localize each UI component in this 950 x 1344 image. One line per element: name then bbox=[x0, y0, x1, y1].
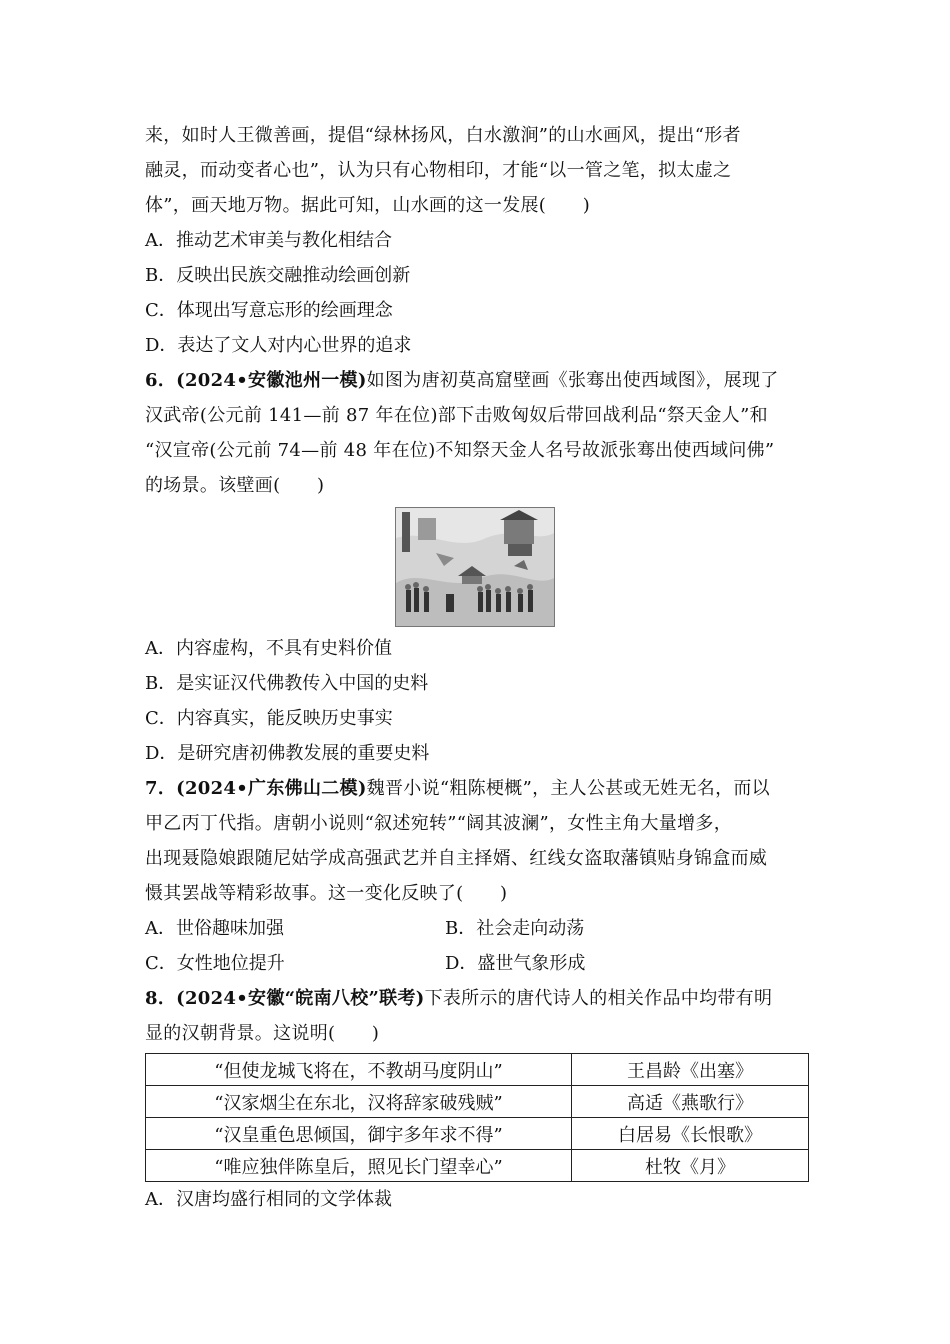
question-stem: 下表所示的唐代诗人的相关作品中均带有明 bbox=[424, 988, 773, 1009]
table-row bbox=[146, 1054, 809, 1086]
option-a: A．推动艺术审美与教化相结合 bbox=[145, 230, 392, 251]
option-d: D．盛世气象形成 bbox=[445, 953, 586, 974]
option-a: A．汉唐均盛行相同的文学体裁 bbox=[145, 1189, 392, 1210]
question-text-line: “汉宣帝(公元前 74—前 48 年在位)不知祭天金人名号故派张骞出使西域问佛” bbox=[145, 440, 775, 461]
poem-source-cell: 王昌龄《出塞》 bbox=[572, 1054, 809, 1086]
table-row bbox=[146, 1118, 809, 1150]
question-text-line: 显的汉朝背景。这说明( ) bbox=[145, 1023, 380, 1044]
table-row bbox=[146, 1086, 809, 1118]
mural-image bbox=[395, 507, 555, 627]
option-b: B．社会走向动荡 bbox=[445, 918, 585, 939]
document-page bbox=[145, 118, 810, 1217]
question-text-line: 的场景。该壁画( ) bbox=[145, 475, 325, 496]
option-c: C．体现出写意忘形的绘画理念 bbox=[145, 300, 393, 321]
option-a: A．内容虚构，不具有史料价值 bbox=[145, 638, 392, 659]
options-row bbox=[145, 911, 810, 946]
question-stem: 如图为唐初莫高窟壁画《张骞出使西域图》，展现了 bbox=[366, 370, 779, 391]
option-d: D．是研究唐初佛教发展的重要史料 bbox=[145, 743, 430, 764]
question-7 bbox=[145, 771, 810, 981]
question-text-line: 来，如时人王微善画，提倡“绿林扬风，白水激涧”的山水画风，提出“形者 bbox=[145, 125, 741, 146]
question-text-line: 慑其罢战等精彩故事。这一变化反映了( ) bbox=[145, 883, 508, 904]
option-c: C．内容真实，能反映历史事实 bbox=[145, 708, 393, 729]
question-text-line bbox=[145, 981, 810, 1016]
poem-source-cell: 高适《燕歌行》 bbox=[572, 1086, 809, 1118]
option-d: D．表达了文人对内心世界的追求 bbox=[145, 335, 412, 356]
option-b: B．反映出民族交融推动绘画创新 bbox=[145, 265, 411, 286]
option-b: B．是实证汉代佛教传入中国的史料 bbox=[145, 673, 429, 694]
poem-line-cell: “但使龙城飞将在，不教胡马度阴山” bbox=[146, 1054, 572, 1086]
table-row bbox=[146, 1150, 809, 1182]
question-text-line: 汉武帝(公元前 141—前 87 年在位)部下击败匈奴后带回战利品“祭天金人”和 bbox=[145, 405, 768, 426]
question-5-continuation bbox=[145, 118, 810, 363]
question-text-line: 融灵，而动变者心也”，认为只有心物相印，才能“以一管之笔，拟太虚之 bbox=[145, 160, 732, 181]
poem-line-cell: “汉皇重色思倾国，御宇多年求不得” bbox=[146, 1118, 572, 1150]
poem-table bbox=[145, 1053, 809, 1182]
question-text-line bbox=[145, 771, 810, 806]
question-text-line bbox=[145, 363, 810, 398]
option-a: A．世俗趣味加强 bbox=[145, 918, 284, 939]
options-row bbox=[145, 946, 810, 981]
question-8 bbox=[145, 981, 810, 1217]
poem-source-cell: 杜牧《月》 bbox=[572, 1150, 809, 1182]
poem-source-cell: 白居易《长恨歌》 bbox=[572, 1118, 809, 1150]
question-source: 8．(2024•安徽“皖南八校”联考) bbox=[145, 988, 425, 1009]
option-c: C．女性地位提升 bbox=[145, 953, 285, 974]
poem-line-cell: “汉家烟尘在东北，汉将辞家破残贼” bbox=[146, 1086, 572, 1118]
question-text-line: 甲乙丙丁代指。唐朝小说则“叙述宛转”“阔其波澜”，女性主角大量增多， bbox=[145, 813, 733, 834]
question-text-line: 出现聂隐娘跟随尼姑学成高强武艺并自主择婿、红线女盗取藩镇贴身锦盒而威 bbox=[145, 848, 768, 869]
question-text-line: 体”，画天地万物。据此可知，山水画的这一发展( ) bbox=[145, 195, 591, 216]
question-source: 6．(2024•安徽池州一模) bbox=[145, 370, 367, 391]
question-source: 7．(2024•广东佛山二模) bbox=[145, 778, 367, 799]
question-6 bbox=[145, 363, 810, 771]
poem-line-cell: “唯应独伴陈皇后，照见长门望幸心” bbox=[146, 1150, 572, 1182]
question-stem: 魏晋小说“粗陈梗概”，主人公甚或无姓无名，而以 bbox=[366, 778, 770, 799]
